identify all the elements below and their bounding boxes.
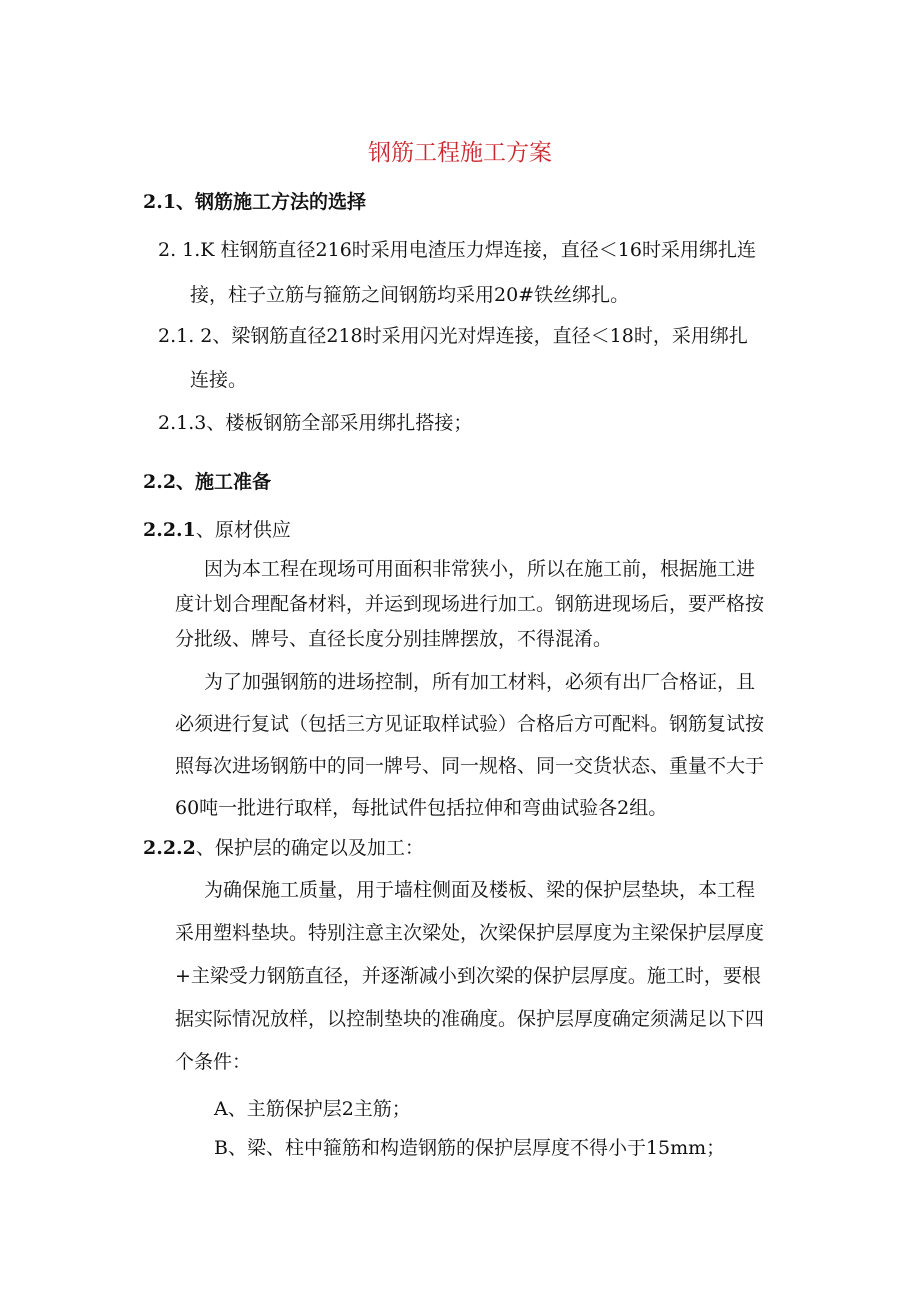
item-2-1-3-line1: 2.1.3、楼板钢筋全部采用绑扎搭接； [158,412,473,434]
paragraph-line: 为确保施工质量，用于墙柱侧面及楼板、梁的保护层垫块，本工程 [204,879,756,901]
paragraph-line: +主梁受力钢筋直径，并逐渐减小到次梁的保护层厚度。施工时，要根 [175,965,761,987]
item-2-1-2-line1: 2.1. 2、梁钢筋直径218时采用闪光对焊连接，直径＜18时，采用绑扎 [158,325,748,347]
item-2-1-1-line2: 接，柱子立筋与箍筋之间钢筋均采用20#铁丝绑扎。 [190,284,630,306]
condition-a: A、主筋保护层2主筋； [214,1098,411,1120]
paragraph-line: 必须进行复试（包括三方见证取样试验）合格后方可配料。钢筋复试按 [175,713,765,735]
section-heading-2-2: 2.2、施工准备 [143,471,272,493]
section-heading-2-1: 2.1、钢筋施工方法的选择 [143,191,367,213]
paragraph-line: 照每次进场钢筋中的同一牌号、同一规格、同一交货状态、重量不大于 [175,755,765,777]
subsection-number-2-2-1: 2.2.1 [143,519,196,541]
condition-b: B、梁、柱中箍筋和构造钢筋的保护层厚度不得小于15mm； [214,1137,726,1159]
item-2-1-1-line1: 2. 1.K 柱钢筋直径216时采用电渣压力焊连接，直径＜16时采用绑扎连 [158,239,756,261]
subsection-title-2-2-1: 、原材供应 [195,519,291,541]
subsection-number-2-2-2: 2.2.2 [143,837,196,859]
subsection-title-2-2-2: 、保护层的确定以及加工： [195,837,424,859]
paragraph-line: 采用塑料垫块。特别注意主次梁处，次梁保护层厚度为主梁保护层厚度 [175,922,765,944]
document-title: 钢筋工程施工方案 [368,140,552,166]
subsection-heading-2-2-2 [143,836,424,860]
paragraph-line: 据实际情况放样，以控制垫块的准确度。保护层厚度确定须满足以下四 [175,1008,765,1030]
item-2-1-2-line2: 连接。 [190,369,248,391]
paragraph-line: 度计划合理配备材料，并运到现场进行加工。钢筋进现场后，要严格按 [175,593,765,615]
subsection-heading-2-2-1 [143,518,291,542]
paragraph-line: 个条件： [175,1051,252,1073]
paragraph-line: 60吨一批进行取样，每批试件包括拉伸和弯曲试验各2组。 [175,797,668,819]
paragraph-line: 分批级、牌号、直径长度分别挂牌摆放，不得混淆。 [175,628,613,650]
paragraph-line: 为了加强钢筋的进场控制，所有加工材料，必须有出厂合格证，且 [204,671,756,693]
paragraph-line: 因为本工程在现场可用面积非常狭小，所以在施工前，根据施工进 [204,558,756,580]
